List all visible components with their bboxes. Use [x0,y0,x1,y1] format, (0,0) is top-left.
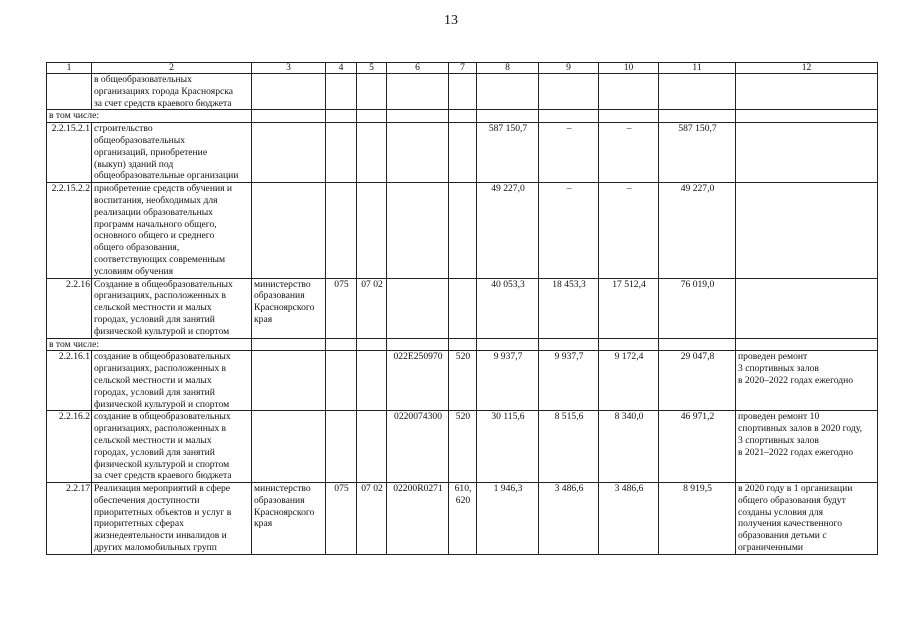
amount-2021: 8 515,6 [539,411,599,483]
amount-2022: 9 172,4 [599,351,659,411]
row-description: Реализация мероприятий в сфере обеспечения доступности приоритетных объектов и услуг в приоритетных сферах жизнедеятельности инвалидов и других маломобильных групп [92,483,252,555]
amount-2021: – [539,123,599,183]
row-number: 2.2.15.2.2 [47,183,92,278]
target-code [387,183,449,278]
including-label: в том числе: [47,110,252,123]
row-number: 2.2.16 [47,278,92,338]
amount-2020: 9 937,7 [477,351,539,411]
amount-2020: 49 227,0 [477,183,539,278]
amount-2021: 18 453,3 [539,278,599,338]
target-code: 0220074300 [387,411,449,483]
amount-2021 [539,74,599,110]
empty-cell [326,110,357,123]
row-description: в общеобразовательных организациях города Красноярска за счет средств краевого бюджета [92,74,252,110]
column-header: 11 [659,63,736,74]
amount-total: 587 150,7 [659,123,736,183]
expense-type [449,278,477,338]
target-code [387,278,449,338]
table-row [47,74,878,110]
row-number: 2.2.16.1 [47,351,92,411]
responsible-org: министерство образования Красноярского края [252,483,326,555]
row-number: 2.2.17 [47,483,92,555]
column-header: 8 [477,63,539,74]
column-header: 1 [47,63,92,74]
empty-cell [659,338,736,351]
empty-cell [599,338,659,351]
target-code [387,123,449,183]
column-header: 3 [252,63,326,74]
amount-total: 29 047,8 [659,351,736,411]
empty-cell [736,338,878,351]
table-row [47,411,878,483]
expected-result [736,123,878,183]
expected-result: проведен ремонт 10 спортивных залов в 2020 году, 3 спортивных залов в 2021–2022 годах ежегодно [736,411,878,483]
empty-cell [357,110,387,123]
amount-2021: – [539,183,599,278]
amount-2021: 3 486,6 [539,483,599,555]
empty-cell [387,338,449,351]
amount-2022: 17 512,4 [599,278,659,338]
table-row [47,351,878,411]
gr-code [326,74,357,110]
column-header: 4 [326,63,357,74]
section-code [357,183,387,278]
responsible-org [252,411,326,483]
empty-cell [357,338,387,351]
gr-code [326,183,357,278]
expected-result [736,278,878,338]
amount-2022: 3 486,6 [599,483,659,555]
responsible-org [252,351,326,411]
target-code: 02200R0271 [387,483,449,555]
expense-type: 610, 620 [449,483,477,555]
empty-cell [539,338,599,351]
empty-cell [449,338,477,351]
target-code [387,74,449,110]
expense-type: 520 [449,411,477,483]
column-header: 6 [387,63,449,74]
section-code: 07 02 [357,483,387,555]
gr-code: 075 [326,278,357,338]
empty-cell [539,110,599,123]
expected-result [736,183,878,278]
empty-cell [252,338,326,351]
amount-total: 49 227,0 [659,183,736,278]
header-row [47,63,878,74]
empty-cell [599,110,659,123]
expense-type [449,123,477,183]
responsible-org: министерство образования Красноярского края [252,278,326,338]
row-number: 2.2.16.2 [47,411,92,483]
section-code [357,351,387,411]
amount-total [659,74,736,110]
responsible-org [252,123,326,183]
amount-2022: – [599,183,659,278]
gr-code [326,411,357,483]
table-row [47,278,878,338]
responsible-org [252,74,326,110]
column-header: 2 [92,63,252,74]
expected-result: проведен ремонт 3 спортивных залов в 2020–2022 годах ежегодно [736,351,878,411]
column-header: 10 [599,63,659,74]
responsible-org [252,183,326,278]
amount-2020: 40 053,3 [477,278,539,338]
gr-code [326,123,357,183]
amount-2020: 1 946,3 [477,483,539,555]
gr-code [326,351,357,411]
empty-cell [326,338,357,351]
amount-2021: 9 937,7 [539,351,599,411]
expected-result: в 2020 году в 1 организации общего образования будут созданы условия для получения качественного образования детьми с ограниченными [736,483,878,555]
row-number: 2.2.15.2.1 [47,123,92,183]
column-header: 5 [357,63,387,74]
empty-cell [477,338,539,351]
empty-cell [252,110,326,123]
amount-2022 [599,74,659,110]
section-code: 07 02 [357,278,387,338]
section-code [357,123,387,183]
table-row [47,483,878,555]
row-description: создание в общеобразовательных организациях, расположенных в сельской местности и малых городах, условий для занятий физической культурой и спортом за счет средств краевого бюджета [92,411,252,483]
table-row [47,183,878,278]
gr-code: 075 [326,483,357,555]
amount-total: 76 019,0 [659,278,736,338]
amount-2020: 587 150,7 [477,123,539,183]
including-label: в том числе: [47,338,252,351]
amount-total: 8 919,5 [659,483,736,555]
section-code [357,411,387,483]
program-table [46,62,878,555]
empty-cell [736,110,878,123]
row-number [47,74,92,110]
section-code [357,74,387,110]
expense-type [449,74,477,110]
table-row [47,123,878,183]
row-description: Создание в общеобразовательных организациях, расположенных в сельской местности и малых городах, условий для занятий физической культурой и спортом [92,278,252,338]
column-header: 12 [736,63,878,74]
amount-2022: – [599,123,659,183]
column-header: 7 [449,63,477,74]
empty-cell [659,110,736,123]
subtotal-label-row [47,338,878,351]
expense-type: 520 [449,351,477,411]
row-description: создание в общеобразовательных организациях, расположенных в сельской местности и малых городах, условий для занятий физической культурой и спортом [92,351,252,411]
row-description: строительство общеобразовательных организаций, приобретение (выкуп) зданий под общеобразовательные организации [92,123,252,183]
amount-2022: 8 340,0 [599,411,659,483]
column-header: 9 [539,63,599,74]
empty-cell [477,110,539,123]
expected-result [736,74,878,110]
amount-2020 [477,74,539,110]
empty-cell [449,110,477,123]
page-number: 13 [444,13,458,28]
row-description: приобретение средств обучения и воспитания, необходимых для реализации образовательных программ начального общего, основного общего и среднего общего образования, соответствующих современным условиям обучения [92,183,252,278]
amount-2020: 30 115,6 [477,411,539,483]
expense-type [449,183,477,278]
subtotal-label-row [47,110,878,123]
empty-cell [387,110,449,123]
amount-total: 46 971,2 [659,411,736,483]
target-code: 022E250970 [387,351,449,411]
